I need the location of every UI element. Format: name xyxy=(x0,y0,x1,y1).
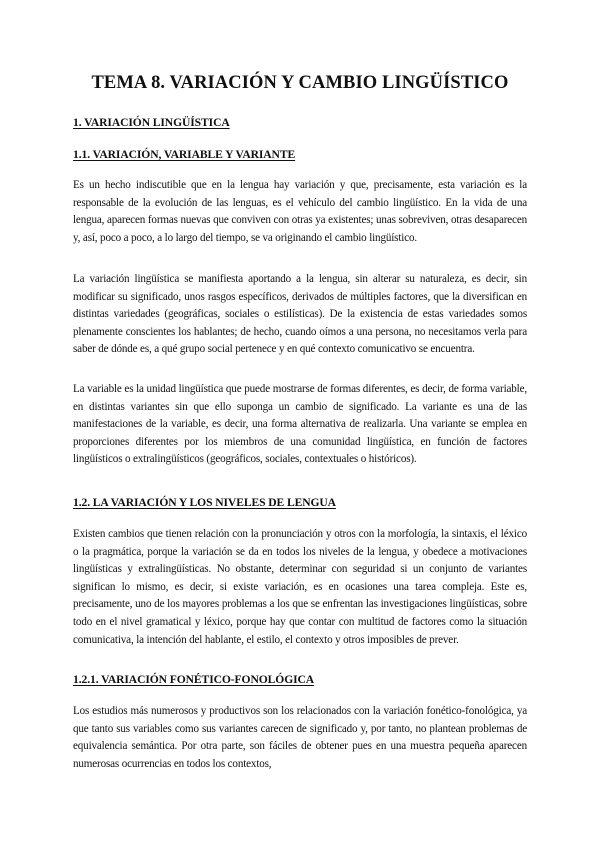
document-title: TEMA 8. VARIACIÓN Y CAMBIO LINGÜÍSTICO xyxy=(91,73,509,93)
subsection-heading-variacion-variable-variante: 1.1. VARIACIÓN, VARIABLE Y VARIANTE xyxy=(73,148,296,161)
paragraph-5: Los estudios más numerosos y productivos son los relacionados con la variación fonético-fonológica, ya que tanto sus variables como sus variantes carecen de significado y, por tanto, no plantean problemas de equivalencia semántica. Por otra parte, son fáciles de obtener pues en una muestra pequeña aparecen numerosas ocurrencias en todos los contextos, xyxy=(73,705,527,770)
paragraph-3: La variable es la unidad lingüística que puede mostrarse de formas diferentes, es decir, de forma variable, en distintas variantes sin que ello suponga un cambio de significado. La variante es una de las manifestaciones de la variable, es decir, una forma alternativa de realizarla. Una variante se emplea en proporciones diferentes por los miembros de una comunidad lingüística, en función de factores lingüísticos o extralingüísticos (geográficos, sociales, contextuales o históricos). xyxy=(73,383,527,466)
subsection-heading-niveles-de-lengua: 1.2. LA VARIACIÓN Y LOS NIVELES DE LENGUA xyxy=(73,496,336,509)
paragraph-2: La variación lingüística se manifiesta aportando a la lengua, sin alterar su naturaleza, es decir, sin modificar su significado, unos rasgos específicos, derivados de múltiples factores, que la diversifican en distintas variedades (geográficas, sociales o estilísticas). De la existencia de estas variedades somos plenamente conscientes los hablantes; de hecho, cuando oímos a una persona, no necesitamos verla para saber de dónde es, a qué grupo social pertenece y en qué contexto comunicativo se encuentra. xyxy=(73,273,527,356)
paragraph-4: Existen cambios que tienen relación con la pronunciación y otros con la morfología, la sintaxis, el léxico o la pragmática, porque la variación se da en todos los niveles de la lengua, y obedece a motivaciones lingüísticas y extralingüísticas. No obstante, determinar con seguridad si un conjunto de variantes significan lo mismo, es decir, si existe variación, es en ocasiones una tarea compleja. Este es, precisamente, uno de los mayores problemas a los que se enfrentan las investigaciones lingüísticas, sobre todo en el nivel gramatical y léxico, porque hay que contar con multitud de factores como la situación comunicativa, la intención del hablante, el estilo, el contexto y otros imposibles de prever. xyxy=(73,528,527,646)
subsubsection-heading-fonetico-fonologica: 1.2.1. VARIACIÓN FONÉTICO-FONOLÓGICA xyxy=(73,673,315,686)
section-heading-variacion-linguistica: 1. VARIACIÓN LINGÜÍSTICA xyxy=(73,116,230,129)
paragraph-1: Es un hecho indiscutible que en la lengua hay variación y que, precisamente, esta variación es la responsable de la evolución de las lenguas, es el vehículo del cambio lingüístico. En la vida de una lengua, aparecen formas nuevas que conviven con otras ya existentes; unas sobreviven, otras desaparecen y, así, poco a poco, a lo largo del tiempo, se va originando el cambio lingüístico. xyxy=(73,179,527,244)
